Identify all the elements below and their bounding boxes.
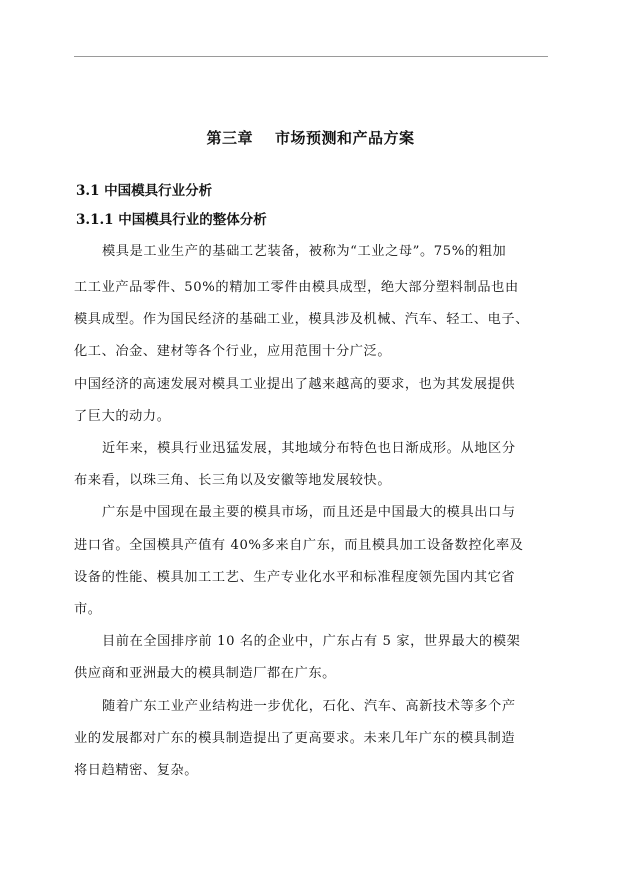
chapter-title <box>0 127 621 148</box>
subsection-heading: 3.1.1 中国模具行业的整体分析 <box>76 212 267 228</box>
paragraph-line: 了巨大的动力。 <box>74 409 171 424</box>
paragraph-line: 进口省。全国模具产值有 40%多来自广东，而且模具加工设备数控化率及 <box>74 538 524 553</box>
paragraph-line: 化工、冶金、建材等各个行业，应用范围十分广泛。 <box>74 344 392 359</box>
paragraph-line: 工工业产品零件、50%的精加工零件由模具成型，绝大部分塑料制品也由 <box>74 280 519 295</box>
paragraph-line: 模具是工业生产的基础工艺装备，被称为“工业之母”。75%的粗加 <box>102 244 507 259</box>
paragraph-line: 设备的性能、模具加工工艺、生产专业化水平和标准程度领先国内其它省 <box>74 570 516 585</box>
paragraph-line: 将日趋精密、复杂。 <box>74 763 199 778</box>
paragraph-line: 市。 <box>74 602 102 617</box>
section-heading: 3.1 中国模具行业分析 <box>76 183 213 199</box>
chapter-name: 市场预测和产品方案 <box>275 129 415 147</box>
paragraph-line: 模具成型。作为国民经济的基础工业，模具涉及机械、汽车、轻工、电子、 <box>74 312 529 327</box>
paragraph-line: 目前在全国排序前 10 名的企业中，广东占有 5 家，世界最大的模架 <box>102 634 521 649</box>
paragraph-line: 中国经济的高速发展对模具工业提出了越来越高的要求，也为其发展提供 <box>74 377 516 392</box>
paragraph-line: 广东是中国现在最主要的模具市场，而且还是中国最大的模具出口与 <box>102 505 516 520</box>
paragraph-line: 近年来，模具行业迅猛发展，其地域分布特色也日渐成形。从地区分 <box>102 441 516 456</box>
chapter-number: 第三章 <box>206 129 253 147</box>
paragraph-line: 业的发展都对广东的模具制造提出了更高要求。未来几年广东的模具制造 <box>74 731 516 746</box>
paragraph-line: 布来看，以珠三角、长三角以及安徽等地发展较快。 <box>74 473 392 488</box>
header-rule <box>74 56 548 57</box>
paragraph-line: 供应商和亚洲最大的模具制造厂都在广东。 <box>74 666 336 681</box>
paragraph-line: 随着广东工业产业结构进一步优化，石化、汽车、高新技术等多个产 <box>102 699 516 714</box>
